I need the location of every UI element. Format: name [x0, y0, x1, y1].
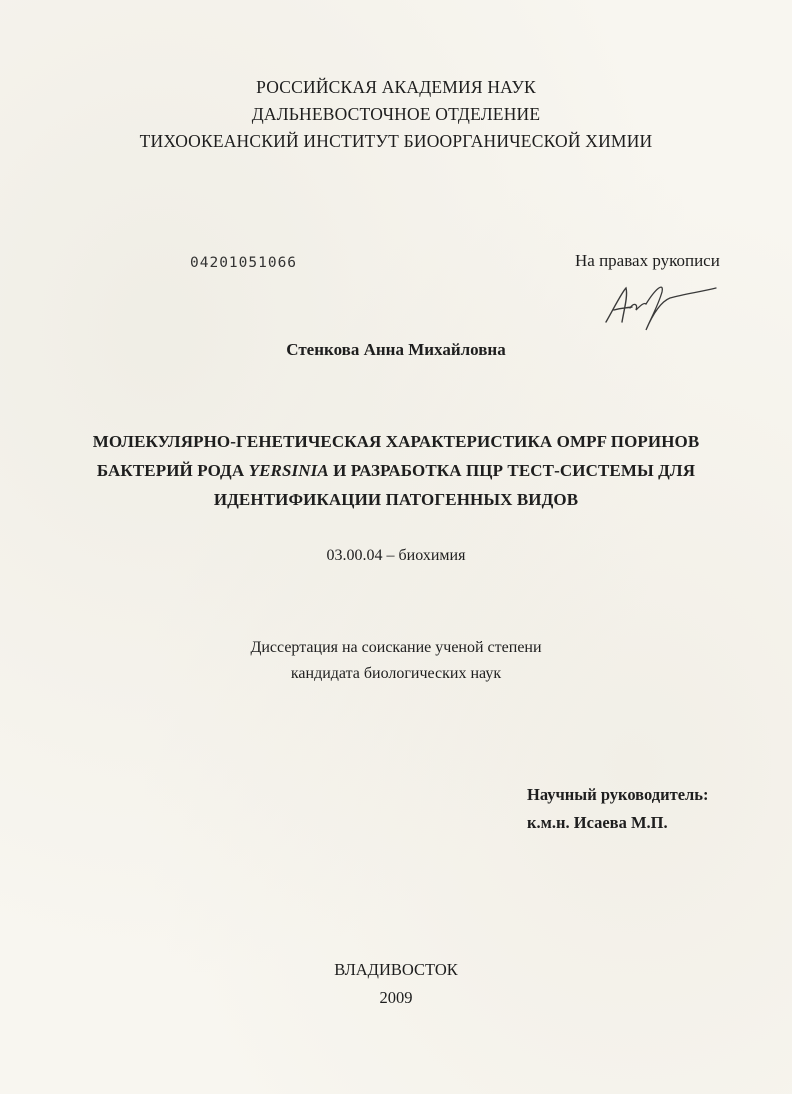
branch-name: ДАЛЬНЕВОСТОЧНОЕ ОТДЕЛЕНИЕ — [251, 104, 541, 124]
place-and-year — [0, 956, 792, 1012]
title-line-2-start: БАКТЕРИЙ РОДА — [96, 461, 249, 480]
degree-line-1: Диссертация на соискание ученой степени — [250, 639, 542, 656]
handwritten-signature — [600, 278, 720, 334]
degree-line-2: кандидата биологических наук — [290, 665, 502, 682]
author-name: Стенкова Анна Михайловна — [286, 340, 506, 359]
institution-header — [0, 74, 792, 155]
year: 2009 — [379, 988, 413, 1007]
dissertation-title — [0, 427, 792, 514]
title-line-3: ИДЕНТИФИКАЦИИ ПАТОГЕННЫХ ВИДОВ — [213, 490, 579, 509]
title-line-2-end: И РАЗРАБОТКА ПЦР ТЕСТ-СИСТЕМЫ ДЛЯ — [328, 461, 696, 480]
serial-number: 04201051066 — [190, 255, 298, 271]
advisor-label: Научный руководитель: — [527, 785, 709, 804]
academy-name: РОССИЙСКАЯ АКАДЕМИЯ НАУК — [256, 77, 536, 97]
rights-note: На правах рукописи — [575, 251, 720, 270]
advisor-name: к.м.н. Исаева М.П. — [527, 813, 668, 832]
genus-name: YERSINIA — [248, 461, 329, 480]
institute-name: ТИХООКЕАНСКИЙ ИНСТИТУТ БИООРГАНИЧЕСКОЙ ХИМИИ — [139, 131, 653, 151]
title-line-1: МОЛЕКУЛЯРНО-ГЕНЕТИЧЕСКАЯ ХАРАКТЕРИСТИКА OMPF ПОРИНОВ — [92, 432, 700, 451]
title-line-2 — [0, 456, 792, 485]
city-name: ВЛАДИВОСТОК — [334, 960, 458, 979]
scientific-advisor — [527, 781, 709, 837]
specialty-code: 03.00.04 – биохимия — [326, 547, 466, 564]
degree-statement — [0, 635, 792, 687]
